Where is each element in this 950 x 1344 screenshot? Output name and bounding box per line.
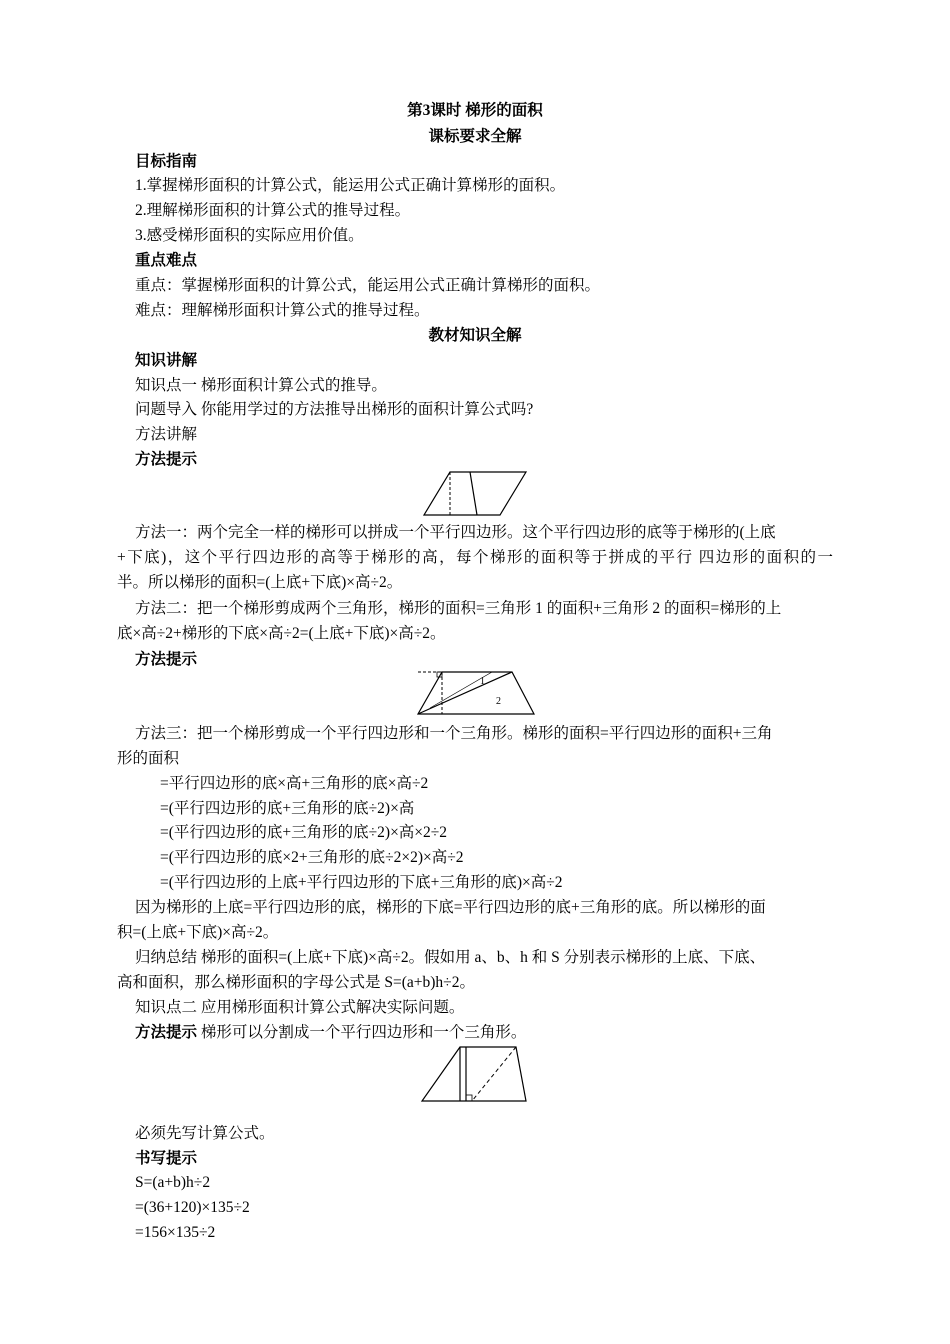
goal-item: 2.理解梯形面积的计算公式的推导过程。 <box>135 202 411 219</box>
method-explain-label: 方法讲解 <box>135 426 198 443</box>
summary-line: 归纳总结 梯形的面积=(上底+下底)×高÷2。假如用 a、b、h 和 S 分别表示梯形的上底、下底、 <box>135 949 766 966</box>
goal-item: 1.掌握梯形面积的计算公式，能运用公式正确计算梯形的面积。 <box>135 177 566 194</box>
must-write-formula: 必须先写计算公式。 <box>135 1125 275 1142</box>
derivation-step: =(平行四边形的底+三角形的底÷2)×高×2÷2 <box>160 824 448 841</box>
calc-step: S=(a+b)h÷2 <box>135 1174 211 1191</box>
problem-intro: 问题导入 你能用学过的方法推导出梯形的面积计算公式吗? <box>135 401 534 418</box>
calc-step: =156×135÷2 <box>135 1224 216 1241</box>
derivation-step: =(平行四边形的上底+平行四边形的下底+三角形的底)×高÷2 <box>160 874 563 891</box>
method-tip-heading: 方法提示 <box>135 451 198 468</box>
method-tip-row <box>135 1023 526 1043</box>
difficulty-point: 难点：理解梯形面积计算公式的推导过程。 <box>135 302 430 319</box>
trapezoid-triangles-figure <box>416 668 538 718</box>
because-line: 积=(上底+下底)×高÷2。 <box>117 924 279 941</box>
parallelogram-figure <box>420 470 530 518</box>
section-heading-standards: 课标要求全解 <box>428 128 522 145</box>
goals-heading: 目标指南 <box>135 153 198 170</box>
goal-item: 3.感受梯形面积的实际应用价值。 <box>135 227 364 244</box>
derivation-step: =平行四边形的底×高+三角形的底×高÷2 <box>160 775 429 792</box>
calc-step: =(36+120)×135÷2 <box>135 1199 250 1216</box>
method-tip-text: 梯形可以分割成一个平行四边形和一个三角形。 <box>197 1024 527 1041</box>
section-heading-textbook: 教材知识全解 <box>428 327 522 344</box>
method1-line: 半。所以梯形的面积=(上底+下底)×高÷2。 <box>117 574 403 591</box>
derivation-step: =(平行四边形的底+三角形的底÷2)×高 <box>160 800 415 817</box>
writing-tip-heading: 书写提示 <box>135 1150 198 1167</box>
summary-line: 高和面积，那么梯形面积的字母公式是 S=(a+b)h÷2。 <box>117 974 475 991</box>
knowledge-point-1: 知识点一 梯形面积计算公式的推导。 <box>135 377 387 394</box>
trapezoid-split-figure <box>420 1044 530 1104</box>
page-title: 第3课时 梯形的面积 <box>407 102 543 119</box>
method1-line: +下底)，这个平行四边形的高等于梯形的高，每个梯形的面积等于拼成的平行 四边形的面积的一 <box>117 549 833 566</box>
derivation-step: =(平行四边形的底×2+三角形的底÷2×2)×高÷2 <box>160 849 464 866</box>
because-line: 因为梯形的上底=平行四边形的底，梯形的下底=平行四边形的底+三角形的底。所以梯形的面 <box>135 899 766 916</box>
knowledge-heading: 知识讲解 <box>135 352 198 369</box>
method2-line: 方法二：把一个梯形剪成两个三角形，梯形的面积=三角形 1 的面积+三角形 2 的面积=梯形的上 <box>135 600 782 617</box>
method3-line: 方法三：把一个梯形剪成一个平行四边形和一个三角形。梯形的面积=平行四边形的面积+三角 <box>135 725 773 742</box>
key-point: 重点：掌握梯形面积的计算公式，能运用公式正确计算梯形的面积。 <box>135 277 601 294</box>
method-tip-heading: 方法提示 <box>135 1024 198 1041</box>
method2-line: 底×高÷2+梯形的下底×高÷2=(上底+下底)×高÷2。 <box>117 625 446 642</box>
knowledge-point-2: 知识点二 应用梯形面积计算公式解决实际问题。 <box>135 999 465 1016</box>
keypoints-heading: 重点难点 <box>135 252 198 269</box>
triangle-2-label: 2 <box>496 696 501 707</box>
method1-line: 方法一：两个完全一样的梯形可以拼成一个平行四边形。这个平行四边形的底等于梯形的(上底 <box>135 524 776 541</box>
method3-line: 形的面积 <box>117 750 180 767</box>
triangle-1-label: 1 <box>480 676 485 687</box>
method-tip-heading: 方法提示 <box>135 651 198 668</box>
